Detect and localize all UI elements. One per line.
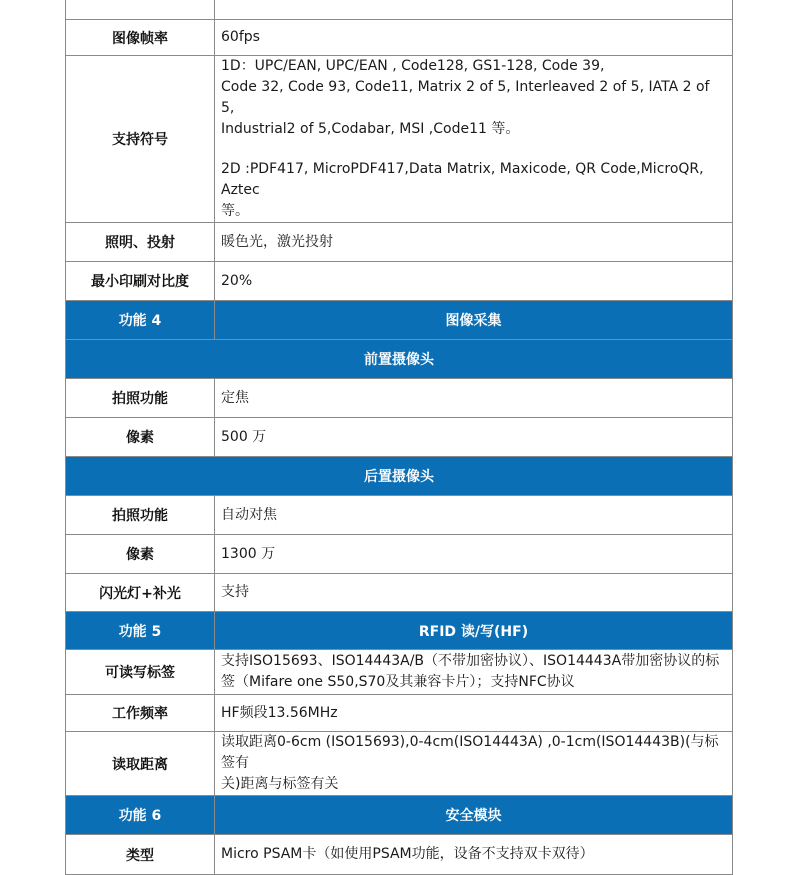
- spec-value-line: 20%: [221, 272, 253, 289]
- spec-label: 像素: [66, 418, 215, 457]
- spec-value-line: 2D :PDF417, MicroPDF417,Data Matrix, Maxicode, QR Code,MicroQR, Aztec: [221, 161, 704, 198]
- spec-value-line: 1300 万: [221, 545, 276, 562]
- spec-row: [66, 732, 733, 796]
- spec-value: [215, 496, 733, 535]
- section-header-row: [66, 796, 733, 835]
- section-number: 功能 5: [66, 612, 215, 650]
- spec-row: [66, 695, 733, 732]
- spec-value: [215, 695, 733, 732]
- subsection-header-row: [66, 457, 733, 496]
- spec-label: 照明、投射: [66, 223, 215, 262]
- spec-value: [215, 574, 733, 612]
- section-number: 功能 6: [66, 796, 215, 835]
- spec-label: 可读写标签: [66, 650, 215, 695]
- spec-value-line: 1D：UPC/EAN, UPC/EAN , Code128, GS1-128, Code 39,: [221, 58, 605, 74]
- spec-value-line: HF频段13.56MHz: [221, 704, 338, 721]
- spec-value-line: 读取距离0-6cm (ISO15693),0-4cm(ISO14443A) ,0-1cm(ISO14443B)(与标签有: [221, 734, 719, 771]
- spec-label: 读取距离: [66, 732, 215, 796]
- spec-value: [215, 732, 733, 796]
- section-title: 图像采集: [215, 301, 733, 340]
- subsection-title: 前置摄像头: [66, 340, 733, 379]
- spec-row: [66, 418, 733, 457]
- spec-row: [66, 574, 733, 612]
- spec-table: [65, 0, 733, 875]
- spec-value: [215, 20, 733, 56]
- spec-row: [66, 835, 733, 875]
- spec-label: 图像帧率: [66, 20, 215, 56]
- spec-row: [66, 379, 733, 418]
- spec-value-line: 支持ISO15693、ISO14443A/B（不带加密协议）、ISO14443A带加密协议的标: [221, 653, 720, 669]
- spec-label: [66, 0, 215, 20]
- section-number: 功能 4: [66, 301, 215, 340]
- spec-value-line: 支持: [221, 584, 249, 600]
- spec-value-line: 暖色光，激光投射: [221, 233, 333, 250]
- section-header-row: [66, 612, 733, 650]
- spec-row: [66, 223, 733, 262]
- spec-label: 拍照功能: [66, 379, 215, 418]
- spec-value: [215, 56, 733, 223]
- spec-value-line: 关)距离与标签有关: [221, 776, 339, 792]
- subsection-title: 后置摄像头: [66, 457, 733, 496]
- spec-value-line: 60fps: [221, 29, 260, 45]
- spec-row: [66, 650, 733, 695]
- spec-label: 像素: [66, 535, 215, 574]
- spec-value: [215, 379, 733, 418]
- spec-label: 工作频率: [66, 695, 215, 732]
- spec-label: 最小印刷对比度: [66, 262, 215, 301]
- spec-row: [66, 0, 733, 20]
- spec-value: [215, 535, 733, 574]
- spec-row: [66, 20, 733, 56]
- spec-value-line: Code 32, Code 93, Code11, Matrix 2 of 5, Interleaved 2 of 5, IATA 2 of 5,: [221, 79, 710, 116]
- spec-table-body: [66, 0, 733, 875]
- subsection-header-row: [66, 340, 733, 379]
- section-header-row: [66, 301, 733, 340]
- spec-value: [215, 650, 733, 695]
- spec-value-line: Industrial2 of 5,Codabar, MSI ,Code11 等。: [221, 121, 520, 137]
- spec-value-line: 等。: [221, 203, 249, 219]
- spec-label: 闪光灯+补光: [66, 574, 215, 612]
- spec-value: [215, 0, 733, 20]
- spec-row: [66, 56, 733, 223]
- spec-value-line: 定焦: [221, 389, 249, 406]
- spec-row: [66, 262, 733, 301]
- spec-row: [66, 496, 733, 535]
- spec-value-line: 自动对焦: [221, 506, 277, 523]
- spec-value: [215, 835, 733, 875]
- spec-row: [66, 535, 733, 574]
- spec-value-line: Micro PSAM卡（如使用PSAM功能，设备不支持双卡双待）: [221, 846, 594, 862]
- spec-value-line: 签（Mifare one S50,S70及其兼容卡片）；支持NFC协议: [221, 674, 575, 690]
- spec-value: [215, 223, 733, 262]
- spec-label: 支持符号: [66, 56, 215, 223]
- section-title: RFID 读/写(HF): [215, 612, 733, 650]
- spec-label: 拍照功能: [66, 496, 215, 535]
- spec-value: [215, 418, 733, 457]
- section-title: 安全模块: [215, 796, 733, 835]
- spec-label: 类型: [66, 835, 215, 875]
- spec-value: [215, 262, 733, 301]
- spec-value-line: 500 万: [221, 428, 267, 445]
